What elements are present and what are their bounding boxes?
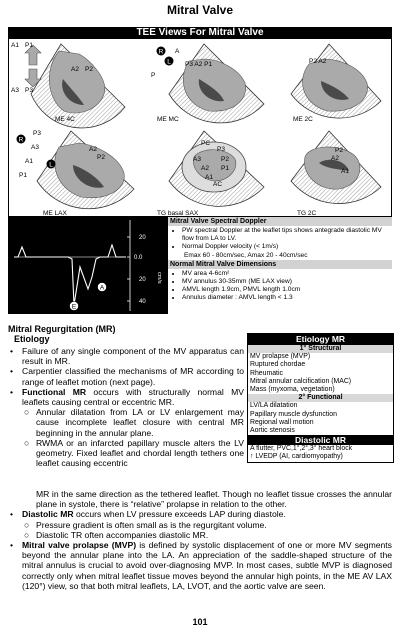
view-tg-basal-sax <box>169 131 264 206</box>
doppler-marker-a: A <box>99 284 105 292</box>
doppler-marker-e: E <box>71 303 77 311</box>
dimension-bullet: • MV annulus 30-35mm (ME LAX view) <box>182 278 392 286</box>
functional-heading: 2° Functional <box>248 394 393 402</box>
label-p2: P2 <box>221 156 229 163</box>
label-p3: P3 <box>25 87 33 94</box>
page-number: 101 <box>192 617 208 627</box>
left-marker-icon <box>165 57 174 66</box>
functional-mr-term: Functional MR <box>22 386 87 397</box>
view-me-mc <box>169 44 264 123</box>
etiology-item: A flutter, PVC,1°,2°,3° heart block <box>250 445 353 453</box>
label-pc: PC <box>201 140 211 147</box>
label-a3: A3 <box>31 144 39 151</box>
mr-sub-bullet: ○ RWMA or an infarcted papillary muscle alters the LV geometry. Fixed leaflet and chordal length tethers one leaflet causing eccentric <box>24 437 244 469</box>
etiology-item: Aortic stenosis <box>250 427 295 435</box>
etiology-item: ↑ LVEDP (AI, cardiomyopathy) <box>250 453 343 461</box>
mr-sub-bullet: ○ Diastolic TR often accompanies diastolic MR. <box>24 529 209 540</box>
label-a2: A2 <box>331 155 339 162</box>
mr-sub-bullet: ○ Pressure gradient is often small as is the regurgitant volume. <box>24 519 267 530</box>
page-title: Mitral Valve <box>166 3 234 17</box>
label-p2-a2: P2 A2 <box>309 58 327 65</box>
label-a3: A3 <box>193 156 201 163</box>
right-marker-icon <box>157 47 166 56</box>
mr-bullet: • Diastolic MR occurs when LV pressure exceeds LAP during diastole. <box>10 509 286 520</box>
label-ac: AC <box>213 181 223 188</box>
view-me-4c <box>31 44 125 128</box>
label-a1: A1 <box>25 158 33 165</box>
mr-bullet: • Functional MR occurs with structurally normal MV leaflets causing central or eccentric MR. <box>10 386 244 408</box>
label-p1: P1 <box>221 165 229 172</box>
label-a1: A1 <box>11 42 19 49</box>
tee-views-title-bar: TEE Views For Mitral Valve <box>8 27 392 39</box>
tee-views-panel <box>8 39 392 217</box>
mr-sub-bullet-text: RWMA or an infarcted papillary muscle alters the LV geometry. Fixed leaflet and chordal length tethers one leaflet causing eccentric <box>36 437 244 469</box>
mr-bullet: • Failure of any single component of the MV apparatus can result in MR. <box>10 346 244 367</box>
label-a1: A1 <box>341 168 349 175</box>
diastolic-mr-term: Diastolic MR <box>22 509 74 520</box>
mr-heading: Mitral Regurgitation (MR) <box>8 324 116 334</box>
doppler-tick: 40 <box>139 299 146 305</box>
right-marker-icon <box>17 135 26 144</box>
mr-bullet-text: Failure of any single component of the MV apparatus can result in MR. <box>22 346 244 367</box>
spectral-doppler-panel <box>168 217 392 314</box>
doppler-tick: 20 <box>139 235 146 241</box>
mr-sub-bullet: ○ Annular dilatation from LA or LV enlargement may cause incomplete leaflet closure with central MR beginning in the annular plane. <box>24 407 244 438</box>
svg-text:R: R <box>158 48 164 56</box>
etiology-item: Regional wall motion <box>250 418 314 426</box>
mvp-term: Mitral valve prolapse (MVP) <box>22 540 137 551</box>
doppler-tick: 20 <box>139 277 146 283</box>
label-p: P <box>151 72 156 79</box>
label-p3: P3 <box>217 146 225 153</box>
orientation-arrow-icon <box>25 45 41 87</box>
view-caption-tg-2c: TG 2C <box>297 210 317 217</box>
doppler-trace-image <box>8 217 168 314</box>
etiology-item: Mass (myxoma, vegetation) <box>250 386 335 394</box>
view-caption-me-lax: ME LAX <box>43 210 67 217</box>
svg-text:R: R <box>18 136 24 144</box>
label-a3: A3 <box>11 87 19 94</box>
view-caption-me-mc: ME MC <box>157 116 179 123</box>
mr-sub-bullet-text: Annular dilatation from LA or LV enlargement may cause incomplete leaflet closure with central MR beginning in the annular plane. <box>36 407 244 438</box>
mr-sub-bullet-text: Diastolic TR often accompanies diastolic MR. <box>36 529 209 540</box>
label-a1: A1 <box>205 174 213 181</box>
dimension-bullet: • AMVL length 1.9cm, PMVL length 1.0cm <box>182 286 392 294</box>
mr-bullet-text: occurs with structurally normal MV leaflets causing central or eccentric MR. <box>22 386 244 408</box>
doppler-tick: 0.0 <box>134 255 143 261</box>
label-a2: A2 <box>201 165 209 172</box>
label-p2: P2 <box>97 154 105 161</box>
spectral-bullet: • Normal Doppler velocity (< 1m/s) <box>182 243 392 251</box>
label-p1: P1 <box>19 172 27 179</box>
etiology-item: MV prolapse (MVP) <box>250 353 311 361</box>
mr-left-column <box>8 346 244 468</box>
etiology-heading: Etiology <box>14 334 50 345</box>
spectral-heading: Mitral Valve Spectral Doppler <box>168 217 392 226</box>
tee-views-illustration <box>9 39 393 217</box>
diastolic-heading: Diastolic MR <box>248 435 393 445</box>
mr-section <box>8 324 392 344</box>
mr-bullet-text: occurs when LV pressure exceeds LAP during diastole. <box>73 509 286 520</box>
mr-bullet: • Carpentier classified the mechanisms of MR according to range of leaflet motion (next page). <box>10 366 244 387</box>
label-a2: A2 <box>71 66 79 73</box>
view-caption-me-2c: ME 2C <box>293 116 313 123</box>
dimension-bullet: • MV area 4-6cm² <box>182 270 392 278</box>
svg-text:L: L <box>49 161 53 169</box>
mr-sub-bullet-text: Pressure gradient is often small as is the regurgitant volume. <box>36 519 267 530</box>
view-me-2c <box>291 44 381 118</box>
mr-bullet-text: Carpentier classified the mechanisms of MR according to range of leaflet motion (next page). <box>22 366 244 387</box>
label-p1: P1 <box>25 42 33 49</box>
left-marker-icon <box>47 160 56 169</box>
etiology-box-title: Etiology MR <box>248 334 393 345</box>
structural-heading: 1° Structural <box>248 345 393 353</box>
dimensions-heading: Normal Mitral Valve Dimensions <box>168 260 392 269</box>
mr-bullet: • Mitral valve prolapse (MVP) is defined by systolic displacement of one or more MV segments beyond the annular plane into the LA. An appreciation of the saddle-shaped structure of the mitral annulus is crucial to avoid over-diagnosing MVP. In most cases, subtle MVP is diagnosed correctly only when mitral leaflet tissue moves beyond the annular high points, in the ME AV LAX (120°) view, so that both mitral leaflets, LA, LVOT, and the aortic valve are seen. <box>10 540 392 591</box>
view-tg-2c <box>291 131 381 204</box>
etiology-item: Rheumatic <box>250 369 283 377</box>
dimension-bullet: • Annulus diameter : AMVL length < 1.3 <box>182 294 392 302</box>
doppler-unit: cm/s <box>156 272 162 284</box>
label-p2: P2 <box>335 147 343 154</box>
spectral-sub: Emax 60 - 80cm/sec, Amax 20 - 40cm/sec <box>184 252 308 259</box>
etiology-item: Mitral annular calcification (MAC) <box>250 377 352 385</box>
spectral-bullet: • PW spectral Doppler at the leaflet tips shows antegrade diastolic MV flow from LA to LV. <box>182 227 392 243</box>
mr-full-width <box>8 489 392 591</box>
etiology-item: Ruptured chordae <box>250 361 306 369</box>
view-caption-me-4c: ME 4C <box>55 116 75 123</box>
etiology-item: Papillary muscle dysfunction <box>250 410 337 418</box>
etiology-item: LV/LA dilatation <box>250 402 298 410</box>
mr-bullet-text: is defined by systolic displacement of one or more MV segments beyond the annular plane into the LA. An appreciation of the saddle-shaped structure of the mitral annulus is crucial to avoid over-diagnosing MVP. In most cases, subtle MVP is diagnosed correctly only when mitral leaflet tissue moves beyond the annular high points, in the ME AV LAX (120°) view, so that both mitral leaflets, LA, LVOT, and the aortic valve are seen. <box>22 540 392 591</box>
label-a2: A2 <box>89 146 97 153</box>
mr-sub-bullet-continued: MR in the same direction as the tethered leaflet. Though no leaflet tissue crosses the annular plane in systole, there is “relative” prolapse in relation to the other. <box>36 489 392 510</box>
label-p3: P3 <box>33 130 41 137</box>
etiology-mr-box <box>247 333 394 463</box>
svg-text:L: L <box>167 58 171 66</box>
label-p2: P2 <box>85 66 93 73</box>
label-p3-a2-p1: P3 A2 P1 <box>185 61 213 68</box>
view-me-lax <box>37 131 134 209</box>
label-a: A <box>175 48 180 55</box>
view-caption-tg-basal-sax: TG basal SAX <box>157 210 199 217</box>
